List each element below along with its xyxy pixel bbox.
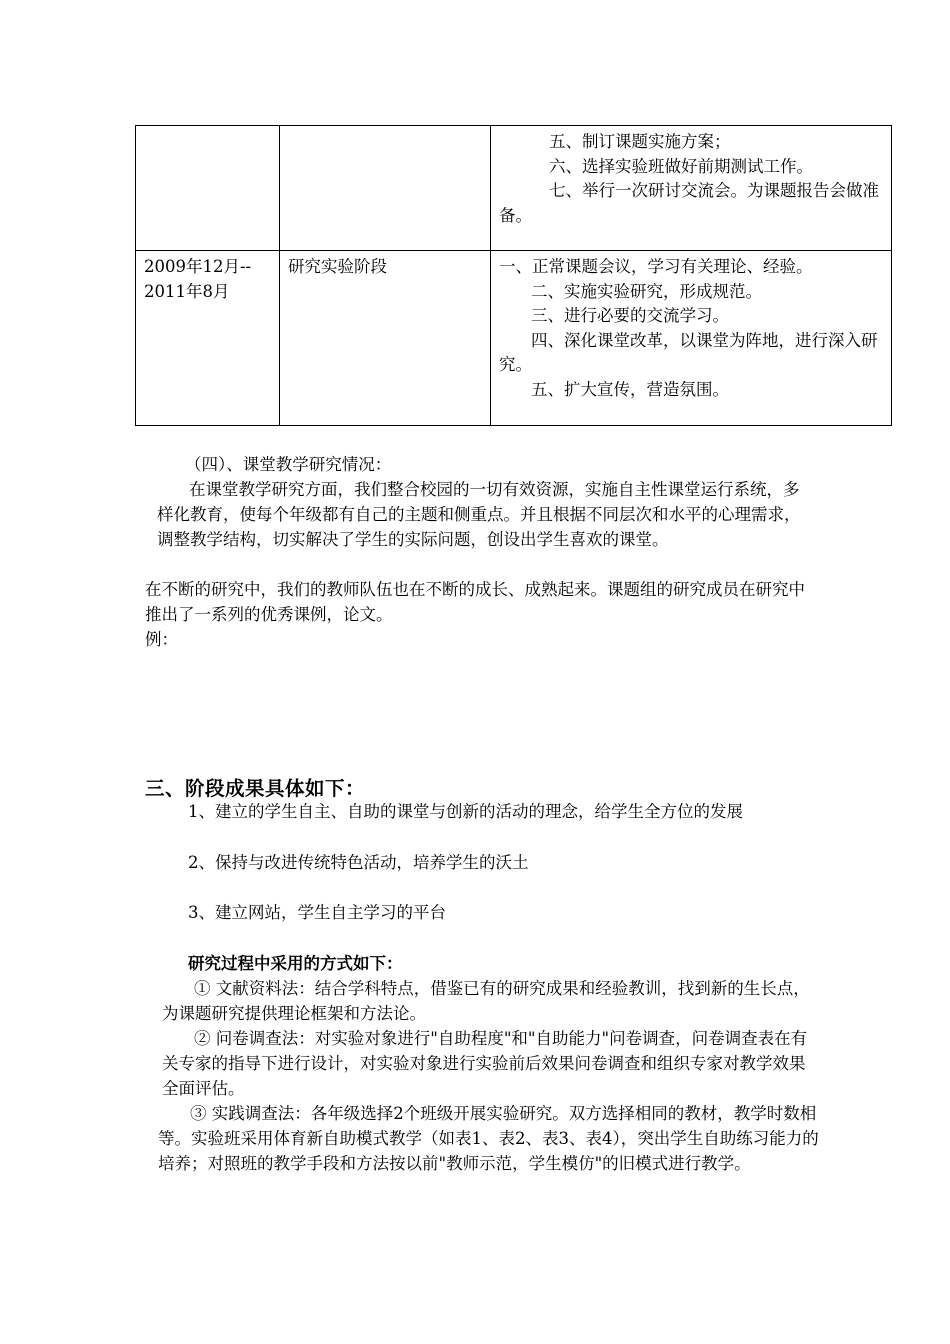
methods-heading: 研究过程中采用的方式如下： [188, 954, 403, 973]
task-line: 五、制订课题实施方案； [549, 132, 731, 151]
task-line: 七、举行一次研讨交流会。为课题报告会做准备。 [499, 181, 879, 225]
task-line: 一、正常课题会议，学习有关理论、经验。 [499, 257, 813, 276]
result-item: 1、建立的学生自主、自助的课堂与创新的活动的理念，给学生全方位的发展 [188, 802, 743, 821]
task-line: 四、深化课堂改革，以课堂为阵地，进行深入研究。 [499, 330, 878, 374]
result-item: 3、建立网站，学生自主学习的平台 [188, 903, 446, 922]
task-line: 二、实施实验研究，形成规范。 [531, 281, 762, 301]
period-start: 2009年12月-- [144, 257, 252, 276]
period-end: 2011年8月 [144, 281, 230, 301]
table-row [136, 251, 892, 426]
table-cell-period [136, 251, 280, 426]
table-cell-period [136, 126, 280, 251]
table-cell-stage [280, 126, 491, 251]
table-cell-tasks [491, 126, 892, 251]
example-label: 例： [145, 630, 178, 649]
research-stage-table [135, 125, 892, 426]
section4-heading: （四）、课堂教学研究情况： [185, 455, 392, 474]
table-cell-tasks [491, 251, 892, 426]
method-item: ③ 实践调查法：各年级选择2个班级开展实验研究。双方选择相同的教材，教学时数相等。实验班采用体育新自助模式教学（如表1、表2、表3、表4），突出学生自助练习能力的培养；对照班的教学手段和方法按以前"教师示范，学生模仿"的旧模式进行教学。 [158, 1104, 819, 1173]
task-line: 六、选择实验班做好前期测试工作。 [549, 156, 813, 176]
method-item: ② 问卷调查法：对实验对象进行"自助程度"和"自助能力"问卷调查，问卷调查表在有关专家的指导下进行设计，对实验对象进行实验前后效果问卷调查和组织专家对教学效果全面评估。 [162, 1029, 808, 1098]
method-item: ① 文献资料法：结合学科特点，借鉴已有的研究成果和经验教训，找到新的生长点，为课题研究提供理论框架和方法论。 [162, 979, 810, 1023]
section3-heading: 三、阶段成果具体如下： [145, 777, 366, 800]
result-item: 2、保持与改进传统特色活动，培养学生的沃土 [188, 853, 529, 872]
task-line: 五、扩大宣传，营造氛围。 [531, 379, 729, 399]
table-cell-stage: 研究实验阶段 [280, 251, 491, 426]
task-line: 三、进行必要的交流学习。 [531, 306, 729, 325]
table-row [136, 126, 892, 251]
section4-paragraph: 在不断的研究中，我们的教师队伍也在不断的成长、成熟起来。课题组的研究成员在研究中推出了一系列的优秀课例，论文。 [145, 580, 805, 624]
section4-paragraph: 在课堂教学研究方面，我们整合校园的一切有效资源，实施自主性课堂运行系统，多样化教育，使每个年级都有自己的主题和侧重点。并且根据不同层次和水平的心理需求，调整教学结构，切实解决了学生的实际问题，创设出学生喜欢的课堂。 [157, 480, 801, 549]
